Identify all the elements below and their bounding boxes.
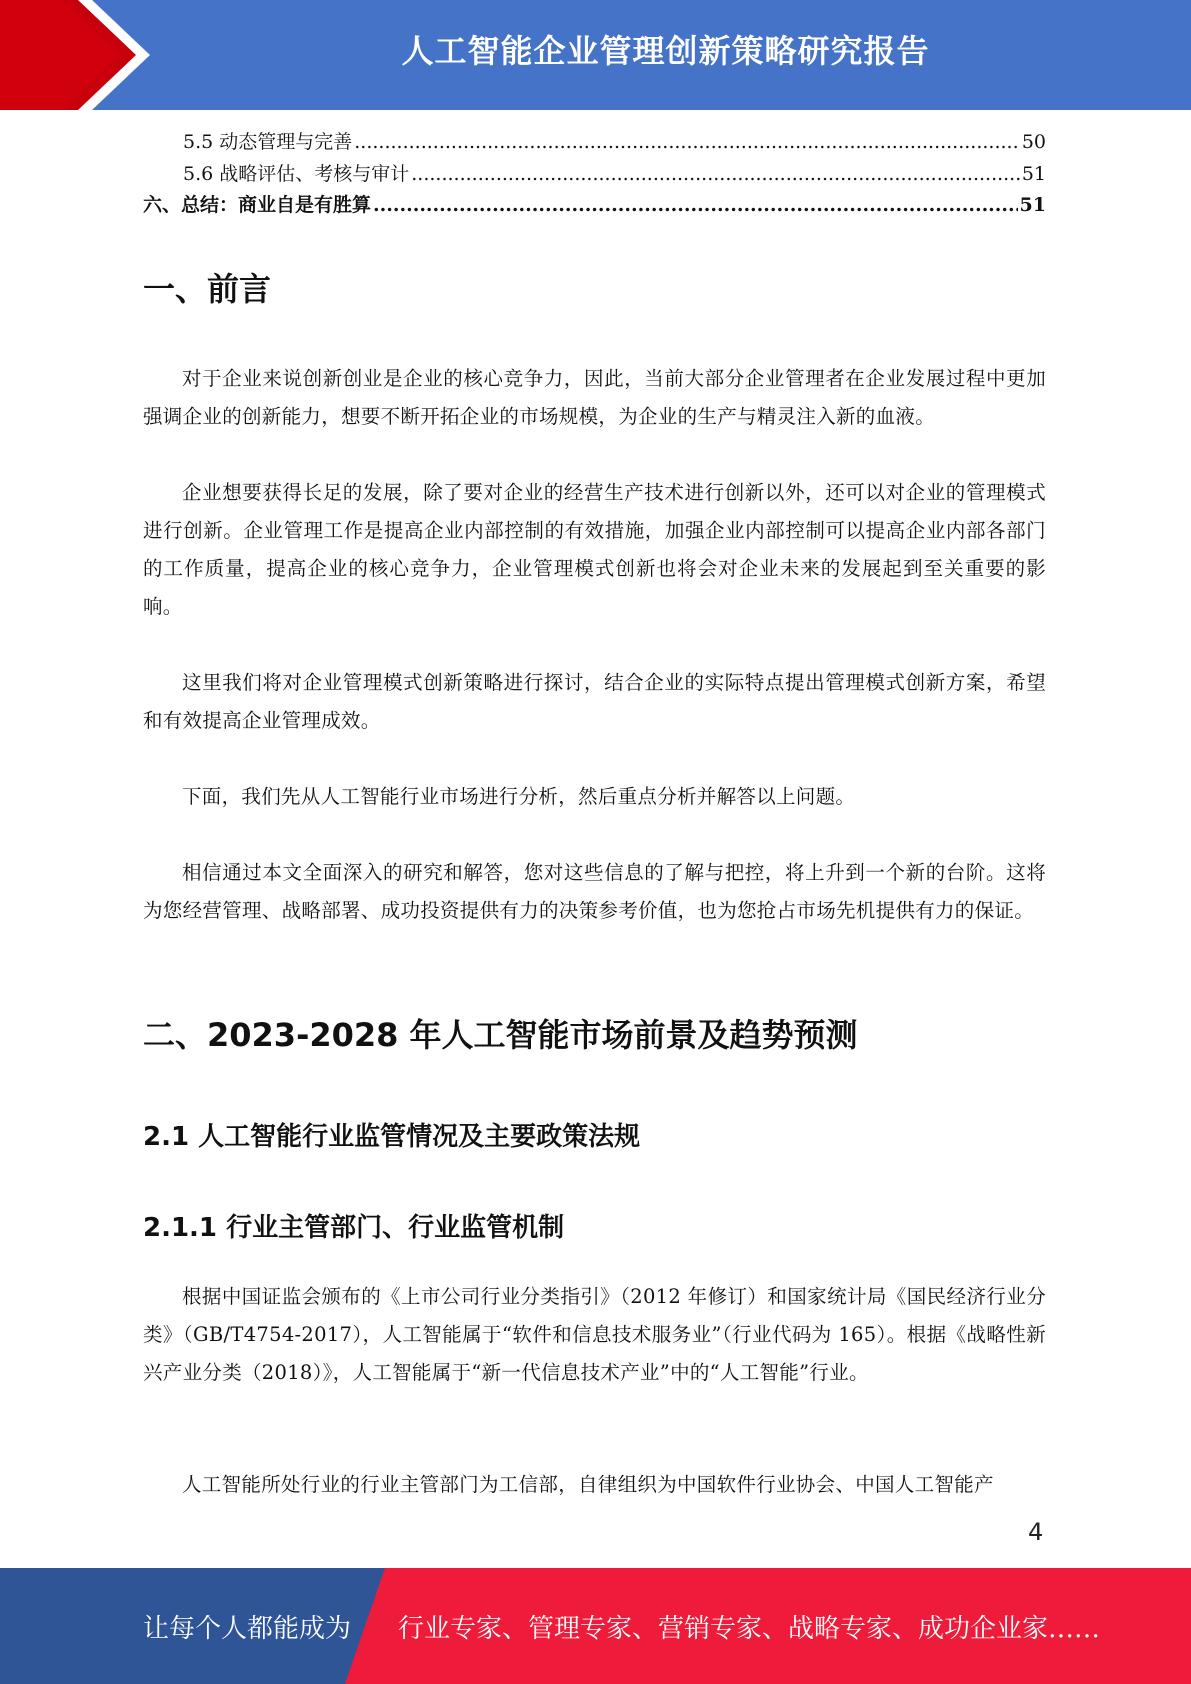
body-paragraph: 这里我们将对企业管理模式创新策略进行探讨，结合企业的实际特点提出管理模式创新方案，希望和有效提高企业管理成效。 xyxy=(143,671,1046,732)
subsection-heading: 2.1.1 行业主管部门、行业监管机制 xyxy=(143,1213,565,1243)
toc-entry-page: 51 xyxy=(1019,194,1046,216)
body-paragraph: 企业想要获得长足的发展，除了要对企业的经营生产技术进行创新以外，还可以对企业的管理模式进行创新。企业管理工作是提高企业内部控制的有效措施，加强企业内部控制可以提高企业内部各部门的工作质量，提高企业的核心竞争力，企业管理模式创新也将会对企业未来的发展起到至关重要的影响。 xyxy=(143,481,1046,618)
toc-entry-label: 5.6 战略评估、考核与审计 xyxy=(183,163,410,185)
toc-leader-dots xyxy=(373,193,1018,217)
toc-entry-label: 六、总结：商业自是有胜算 xyxy=(143,194,372,216)
toc-entry[interactable] xyxy=(143,193,1046,217)
toc-leader-dots xyxy=(411,162,1020,186)
body-paragraph: 相信通过本文全面深入的研究和解答，您对这些信息的了解与把控，将上升到一个新的台阶。这将为您经营管理、战略部署、成功投资提供有力的决策参考价值，也为您抢占市场先机提供有力的保证。 xyxy=(143,861,1046,922)
toc-entry-page: 51 xyxy=(1021,163,1046,185)
section-heading-market-outlook: 二、2023-2028 年人工智能市场前景及趋势预测 xyxy=(143,1016,858,1054)
page-footer xyxy=(0,1568,1191,1684)
footer-slogan-right: 行业专家、管理专家、营销专家、战略专家、成功企业家…… xyxy=(398,1614,1101,1644)
toc-entry-label: 5.5 动态管理与完善 xyxy=(183,131,353,153)
page-header xyxy=(0,0,1191,110)
footer-slogan-left: 让每个人都能成为 xyxy=(143,1614,352,1644)
body-paragraph: 根据中国证监会颁布的《上市公司行业分类指引》（2012 年修订）和国家统计局《国民经济行业分类》（GB/T4754-2017），人工智能属于“软件和信息技术服务业”（行业代码为 165）。根据《战略性新兴产业分类（2018）》，人工智能属于“新一代信息技术产业”中的“人工智能”行业。 xyxy=(143,1285,1046,1384)
body-paragraph: 人工智能所处行业的行业主管部门为工信部，自律组织为中国软件行业协会、中国人工智能产 xyxy=(182,1473,994,1496)
toc-entry[interactable] xyxy=(143,162,1046,186)
toc-leader-dots xyxy=(354,130,1020,154)
toc-entry[interactable] xyxy=(143,130,1046,154)
body-paragraph: 下面，我们先从人工智能行业市场进行分析，然后重点分析并解答以上问题。 xyxy=(182,785,856,808)
body-paragraph: 对于企业来说创新创业是企业的核心竞争力，因此，当前大部分企业管理者在企业发展过程中更加强调企业的创新能力，想要不断开拓企业的市场规模，为企业的生产与精灵注入新的血液。 xyxy=(143,367,1046,428)
subsection-heading: 2.1 人工智能行业监管情况及主要政策法规 xyxy=(143,1122,641,1152)
report-title: 人工智能企业管理创新策略研究报告 xyxy=(401,32,930,70)
page-number: 4 xyxy=(1028,1518,1044,1546)
toc-entry-page: 50 xyxy=(1021,131,1046,153)
section-heading-preface: 一、前言 xyxy=(143,270,272,308)
